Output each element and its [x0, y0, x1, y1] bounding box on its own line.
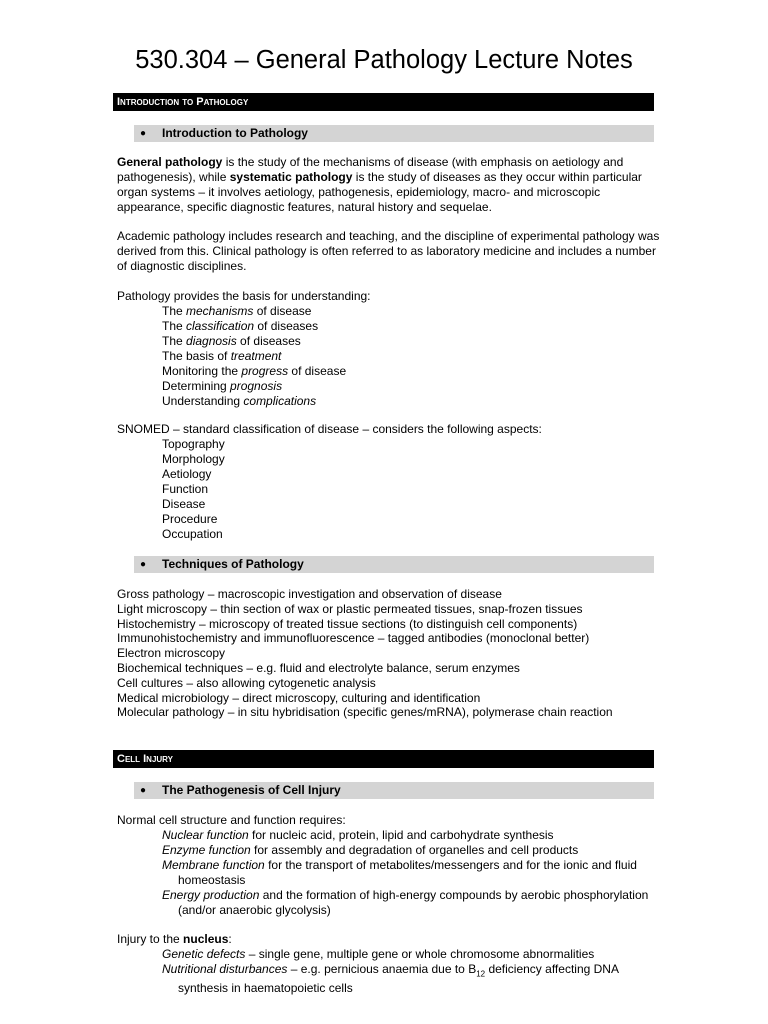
- nucleus-injury-list: [162, 947, 652, 996]
- subscript: 12: [476, 969, 486, 979]
- list-item: Monitoring the progress of disease: [162, 364, 347, 378]
- section-header-introduction: Introduction to Pathology: [113, 93, 654, 111]
- subsection-introduction-to-pathology: [134, 125, 654, 142]
- intro-paragraph-3: Pathology provides the basis for understanding:: [117, 289, 371, 303]
- list-item: Membrane function for the transport of metabolites/messengers and for the ionic and fluid homeostasis: [162, 858, 637, 887]
- list-item: Biochemical techniques – e.g. fluid and electrolyte balance, serum enzymes: [117, 660, 520, 675]
- list-item: Molecular pathology – in situ hybridisation (specific genes/mRNA), polymerase chain reaction: [117, 705, 613, 720]
- list-item: Understanding complications: [162, 394, 317, 408]
- term-general-pathology: General pathology: [117, 155, 223, 169]
- list-item: Immunohistochemistry and immunofluorescence – tagged antibodies (monoclonal better): [117, 631, 590, 646]
- list-item: The classification of diseases: [162, 319, 319, 333]
- term-systematic-pathology: systematic pathology: [229, 170, 353, 184]
- list-item: Enzyme function for assembly and degradation of organelles and cell products: [162, 843, 579, 857]
- list-item: The basis of treatment: [162, 349, 282, 363]
- list-item: Genetic defects – single gene, multiple gene or whole chromosome abnormalities: [162, 947, 595, 961]
- intro-paragraph-1: [117, 155, 662, 215]
- list-item: Disease: [162, 497, 206, 511]
- term-nucleus: nucleus: [183, 932, 229, 946]
- subsection-label: Introduction to Pathology: [162, 126, 308, 140]
- basis-list: [162, 304, 346, 409]
- list-item: Histochemistry – microscopy of treated tissue sections (to distinguish cell components): [117, 616, 578, 631]
- list-item: The mechanisms of disease: [162, 304, 312, 318]
- list-item: Function: [162, 482, 209, 496]
- cell-requirements-list: [162, 828, 652, 918]
- snomed-paragraph: SNOMED – standard classification of disease – considers the following aspects:: [117, 422, 542, 436]
- text: is the study of diseases as they occur within particular organ systems – it involves aetiology, pathogenesis, epidemiology, macro- and microscopic appearance, specific diagnostic features, natural history and sequelae.: [117, 170, 642, 214]
- bullet-icon: ●: [140, 785, 147, 796]
- bullet-icon: ●: [140, 559, 147, 570]
- list-item: Medical microbiology – direct microscopy, culturing and identification: [117, 690, 481, 705]
- bullet-icon: ●: [140, 128, 147, 139]
- list-item: Morphology: [162, 452, 225, 466]
- list-item: Gross pathology – macroscopic investigation and observation of disease: [117, 587, 502, 601]
- list-item: Occupation: [162, 527, 223, 541]
- subsection-label: The Pathogenesis of Cell Injury: [162, 783, 341, 797]
- techniques-list: [117, 587, 662, 720]
- list-item: Light microscopy – thin section of wax or plastic permeated tissues, snap-frozen tissues: [117, 601, 583, 616]
- list-item: Electron microscopy: [117, 646, 226, 661]
- snomed-list: [162, 437, 225, 542]
- list-item: Determining prognosis: [162, 379, 283, 393]
- list-item: The diagnosis of diseases: [162, 334, 301, 348]
- page-title: 530.304 – General Pathology Lecture Notes: [135, 46, 633, 74]
- intro-paragraph-2: Academic pathology includes research and teaching, and the discipline of experimental pathology was derived from this. Clinical pathology is often referred to as laboratory medicine and includes a number of diagnostic disciplines.: [117, 229, 660, 273]
- list-item: Nuclear function for nucleic acid, protein, lipid and carbohydrate synthesis: [162, 828, 554, 842]
- text: is the study of the mechanisms of disease (with emphasis on aetiology and pathogenesis), while: [117, 155, 624, 184]
- list-item: Nutritional disturbances – e.g. pernicious anaemia due to $B_{12}$ deficiency affecting DNA synthesis in haematopoietic cells: [162, 962, 619, 996]
- list-item: Topography: [162, 437, 225, 451]
- subsection-label: Techniques of Pathology: [162, 557, 304, 571]
- subsection-pathogenesis-of-cell-injury: [134, 782, 654, 799]
- subsection-techniques-of-pathology: [134, 556, 654, 573]
- list-item: Cell cultures – also allowing cytogenetic analysis: [117, 675, 376, 690]
- cell-requirements-intro: Normal cell structure and function requires:: [117, 813, 346, 827]
- list-item: Energy production and the formation of high-energy compounds by aerobic phosphorylation (and/or anaerobic glycolysis): [162, 888, 649, 917]
- nucleus-injury-intro: Injury to the nucleus:: [117, 932, 232, 946]
- list-item: Aetiology: [162, 467, 212, 481]
- list-item: Procedure: [162, 512, 218, 526]
- section-header-cell-injury: Cell Injury: [113, 750, 654, 768]
